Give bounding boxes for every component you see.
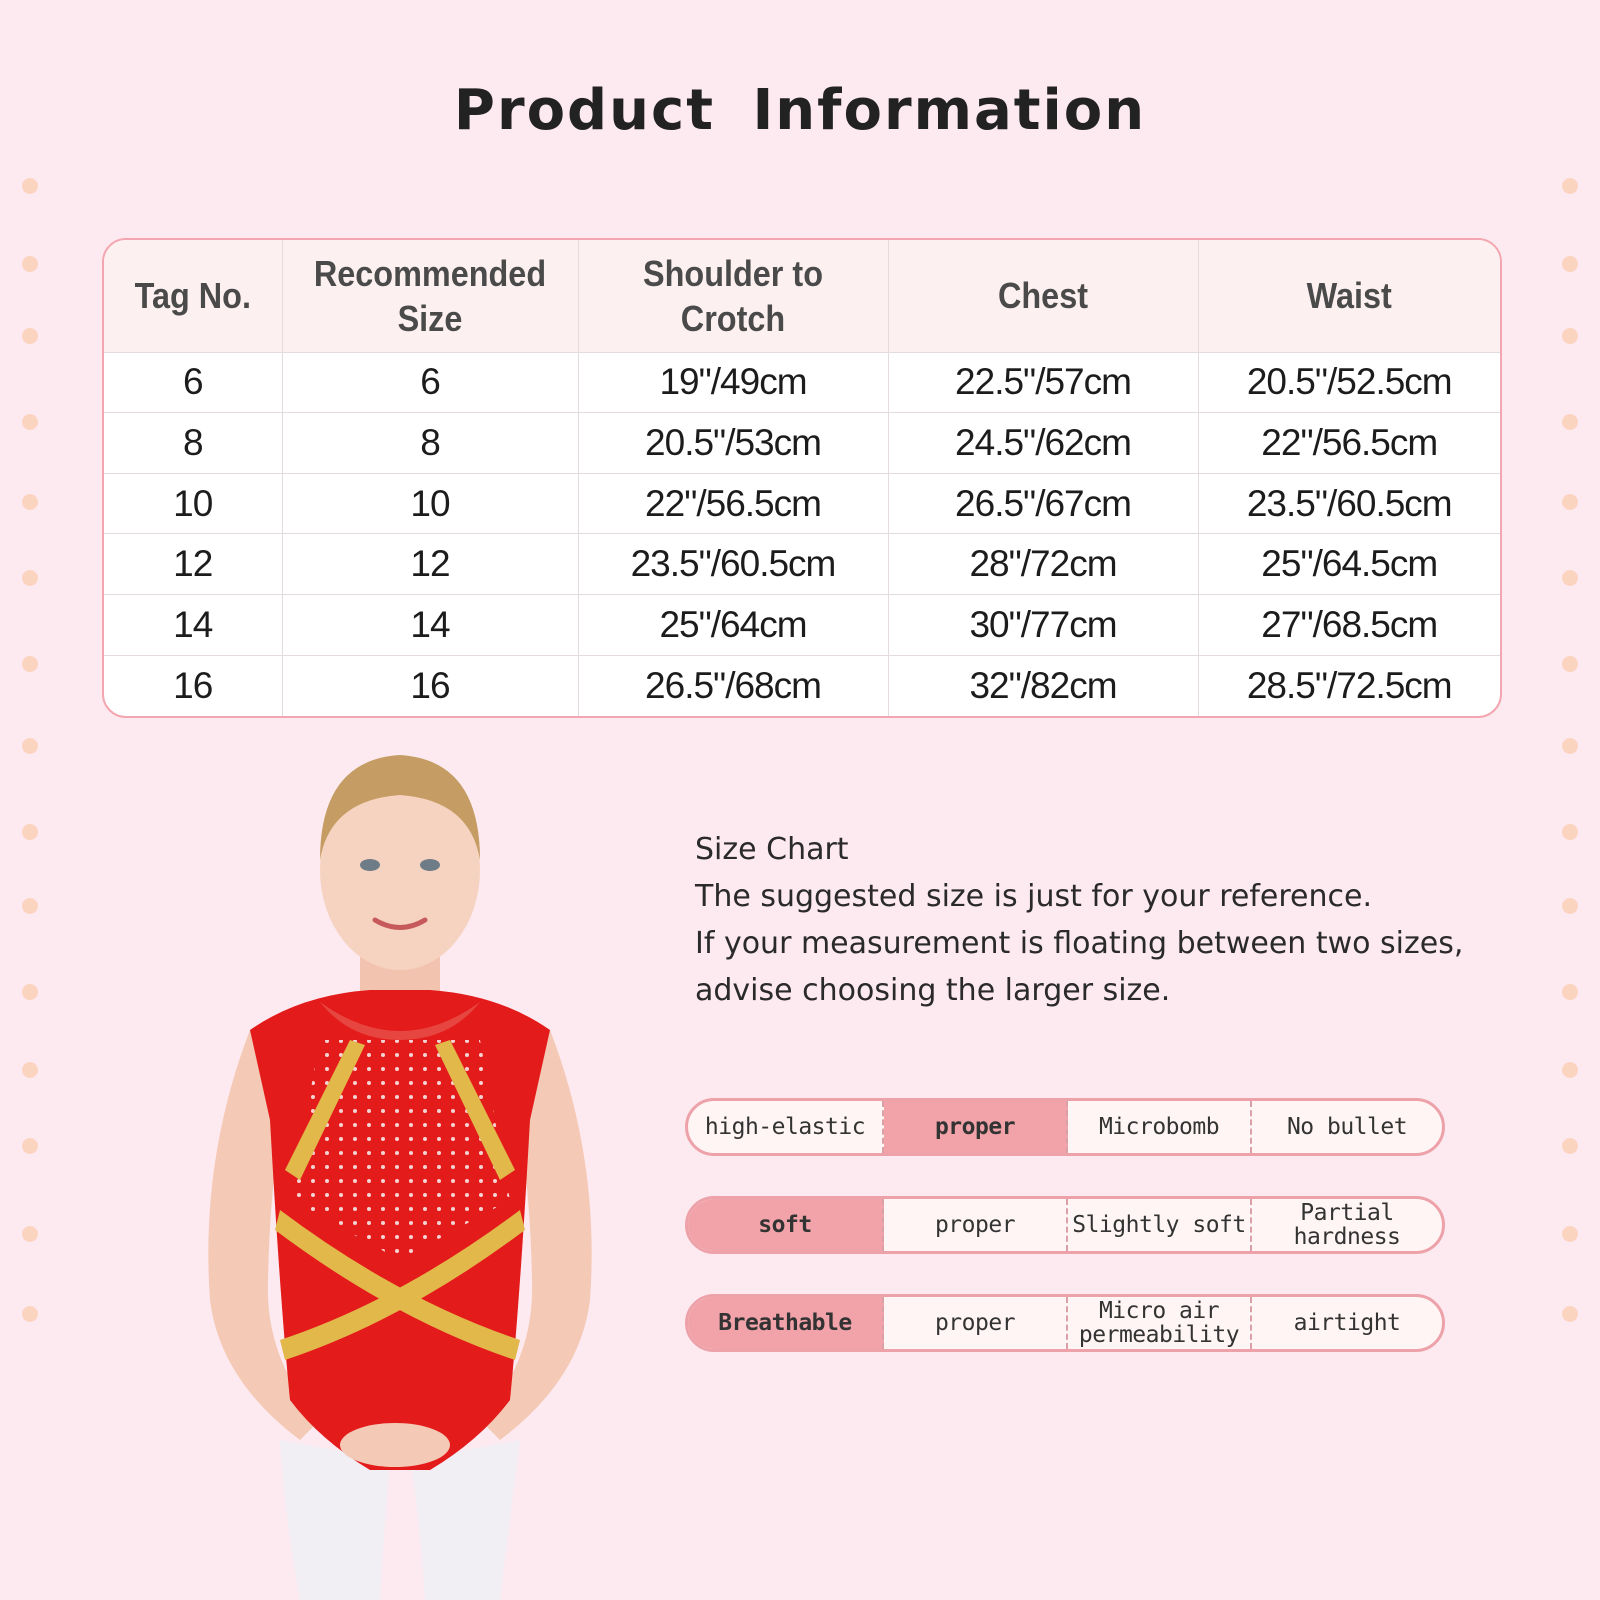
- header-tag-no: Tag No.: [113, 240, 273, 352]
- header-waist: Waist: [1213, 240, 1485, 352]
- table-row: [104, 352, 1500, 413]
- table-row: [104, 655, 1500, 716]
- cell-tag: 10: [104, 473, 282, 534]
- cell-size: 14: [282, 595, 578, 656]
- breathability-option: Micro air permeability: [1068, 1297, 1252, 1349]
- size-note-heading: Size Chart: [695, 832, 849, 867]
- header-chest: Chest: [904, 240, 1183, 352]
- header-recommended-size: Recommended Size: [297, 240, 563, 352]
- cell-chest: 28"/72cm: [888, 534, 1198, 595]
- cell-tag: 12: [104, 534, 282, 595]
- cell-shoulder: 25"/64cm: [578, 595, 888, 656]
- table-row: [104, 413, 1500, 474]
- cell-size: 16: [282, 655, 578, 716]
- elasticity-option: Microbomb: [1068, 1101, 1252, 1153]
- elasticity-option-selected: proper: [884, 1101, 1068, 1153]
- cell-tag: 16: [104, 655, 282, 716]
- cell-size: 12: [282, 534, 578, 595]
- size-table: [102, 238, 1502, 718]
- elasticity-option: No bullet: [1286, 1114, 1408, 1140]
- cell-tag: 8: [104, 413, 282, 474]
- cell-waist: 28.5"/72.5cm: [1246, 664, 1452, 706]
- table-row: [104, 595, 1500, 656]
- cell-chest: 32"/82cm: [888, 655, 1198, 716]
- elasticity-option: high-elastic: [688, 1101, 884, 1153]
- cell-waist: 22"/56.5cm: [1198, 413, 1500, 474]
- cell-shoulder: 23.5"/60.5cm: [578, 534, 888, 595]
- model-photo: [180, 740, 620, 1600]
- softness-option: proper: [884, 1199, 1068, 1251]
- breathability-scale: [685, 1294, 1445, 1352]
- decorative-dots-right: [1562, 0, 1582, 1600]
- softness-option: Slightly soft: [1068, 1199, 1252, 1251]
- cell-waist: 25"/64.5cm: [1198, 534, 1500, 595]
- cell-size: 8: [282, 413, 578, 474]
- size-note-line: advise choosing the larger size.: [695, 973, 1171, 1008]
- header-shoulder-to-crotch: Shoulder to Crotch: [594, 240, 873, 352]
- cell-size: 6: [282, 352, 578, 413]
- breathability-option: proper: [884, 1297, 1068, 1349]
- cell-chest: 30"/77cm: [888, 595, 1198, 656]
- cell-tag: 6: [104, 352, 282, 413]
- cell-shoulder: 26.5"/68cm: [578, 655, 888, 716]
- cell-chest: 22.5"/57cm: [888, 352, 1198, 413]
- decorative-dots-left: [22, 0, 42, 1600]
- cell-shoulder: 19"/49cm: [578, 352, 888, 413]
- softness-option: Partial hardness: [1293, 1200, 1401, 1250]
- page-title: Product Information: [453, 78, 1147, 143]
- cell-shoulder: 20.5"/53cm: [578, 413, 888, 474]
- elasticity-scale: [685, 1098, 1445, 1156]
- cell-waist: 20.5"/52.5cm: [1198, 352, 1500, 413]
- size-note-line: If your measurement is floating between two sizes,: [695, 926, 1464, 961]
- cell-chest: 24.5"/62cm: [888, 413, 1198, 474]
- cell-chest: 26.5"/67cm: [888, 473, 1198, 534]
- breathability-option: airtight: [1293, 1310, 1401, 1336]
- table-row: [104, 534, 1500, 595]
- table-header-row: [104, 240, 1500, 352]
- size-note-line: The suggested size is just for your reference.: [695, 879, 1372, 914]
- size-note: [695, 826, 1475, 1014]
- cell-waist: 27"/68.5cm: [1198, 595, 1500, 656]
- softness-scale: [685, 1196, 1445, 1254]
- cell-waist: 23.5"/60.5cm: [1198, 473, 1500, 534]
- cell-tag: 14: [104, 595, 282, 656]
- table-row: [104, 473, 1500, 534]
- softness-option-selected: soft: [688, 1199, 884, 1251]
- cell-size: 10: [282, 473, 578, 534]
- cell-shoulder: 22"/56.5cm: [578, 473, 888, 534]
- breathability-option-selected: Breathable: [688, 1297, 884, 1349]
